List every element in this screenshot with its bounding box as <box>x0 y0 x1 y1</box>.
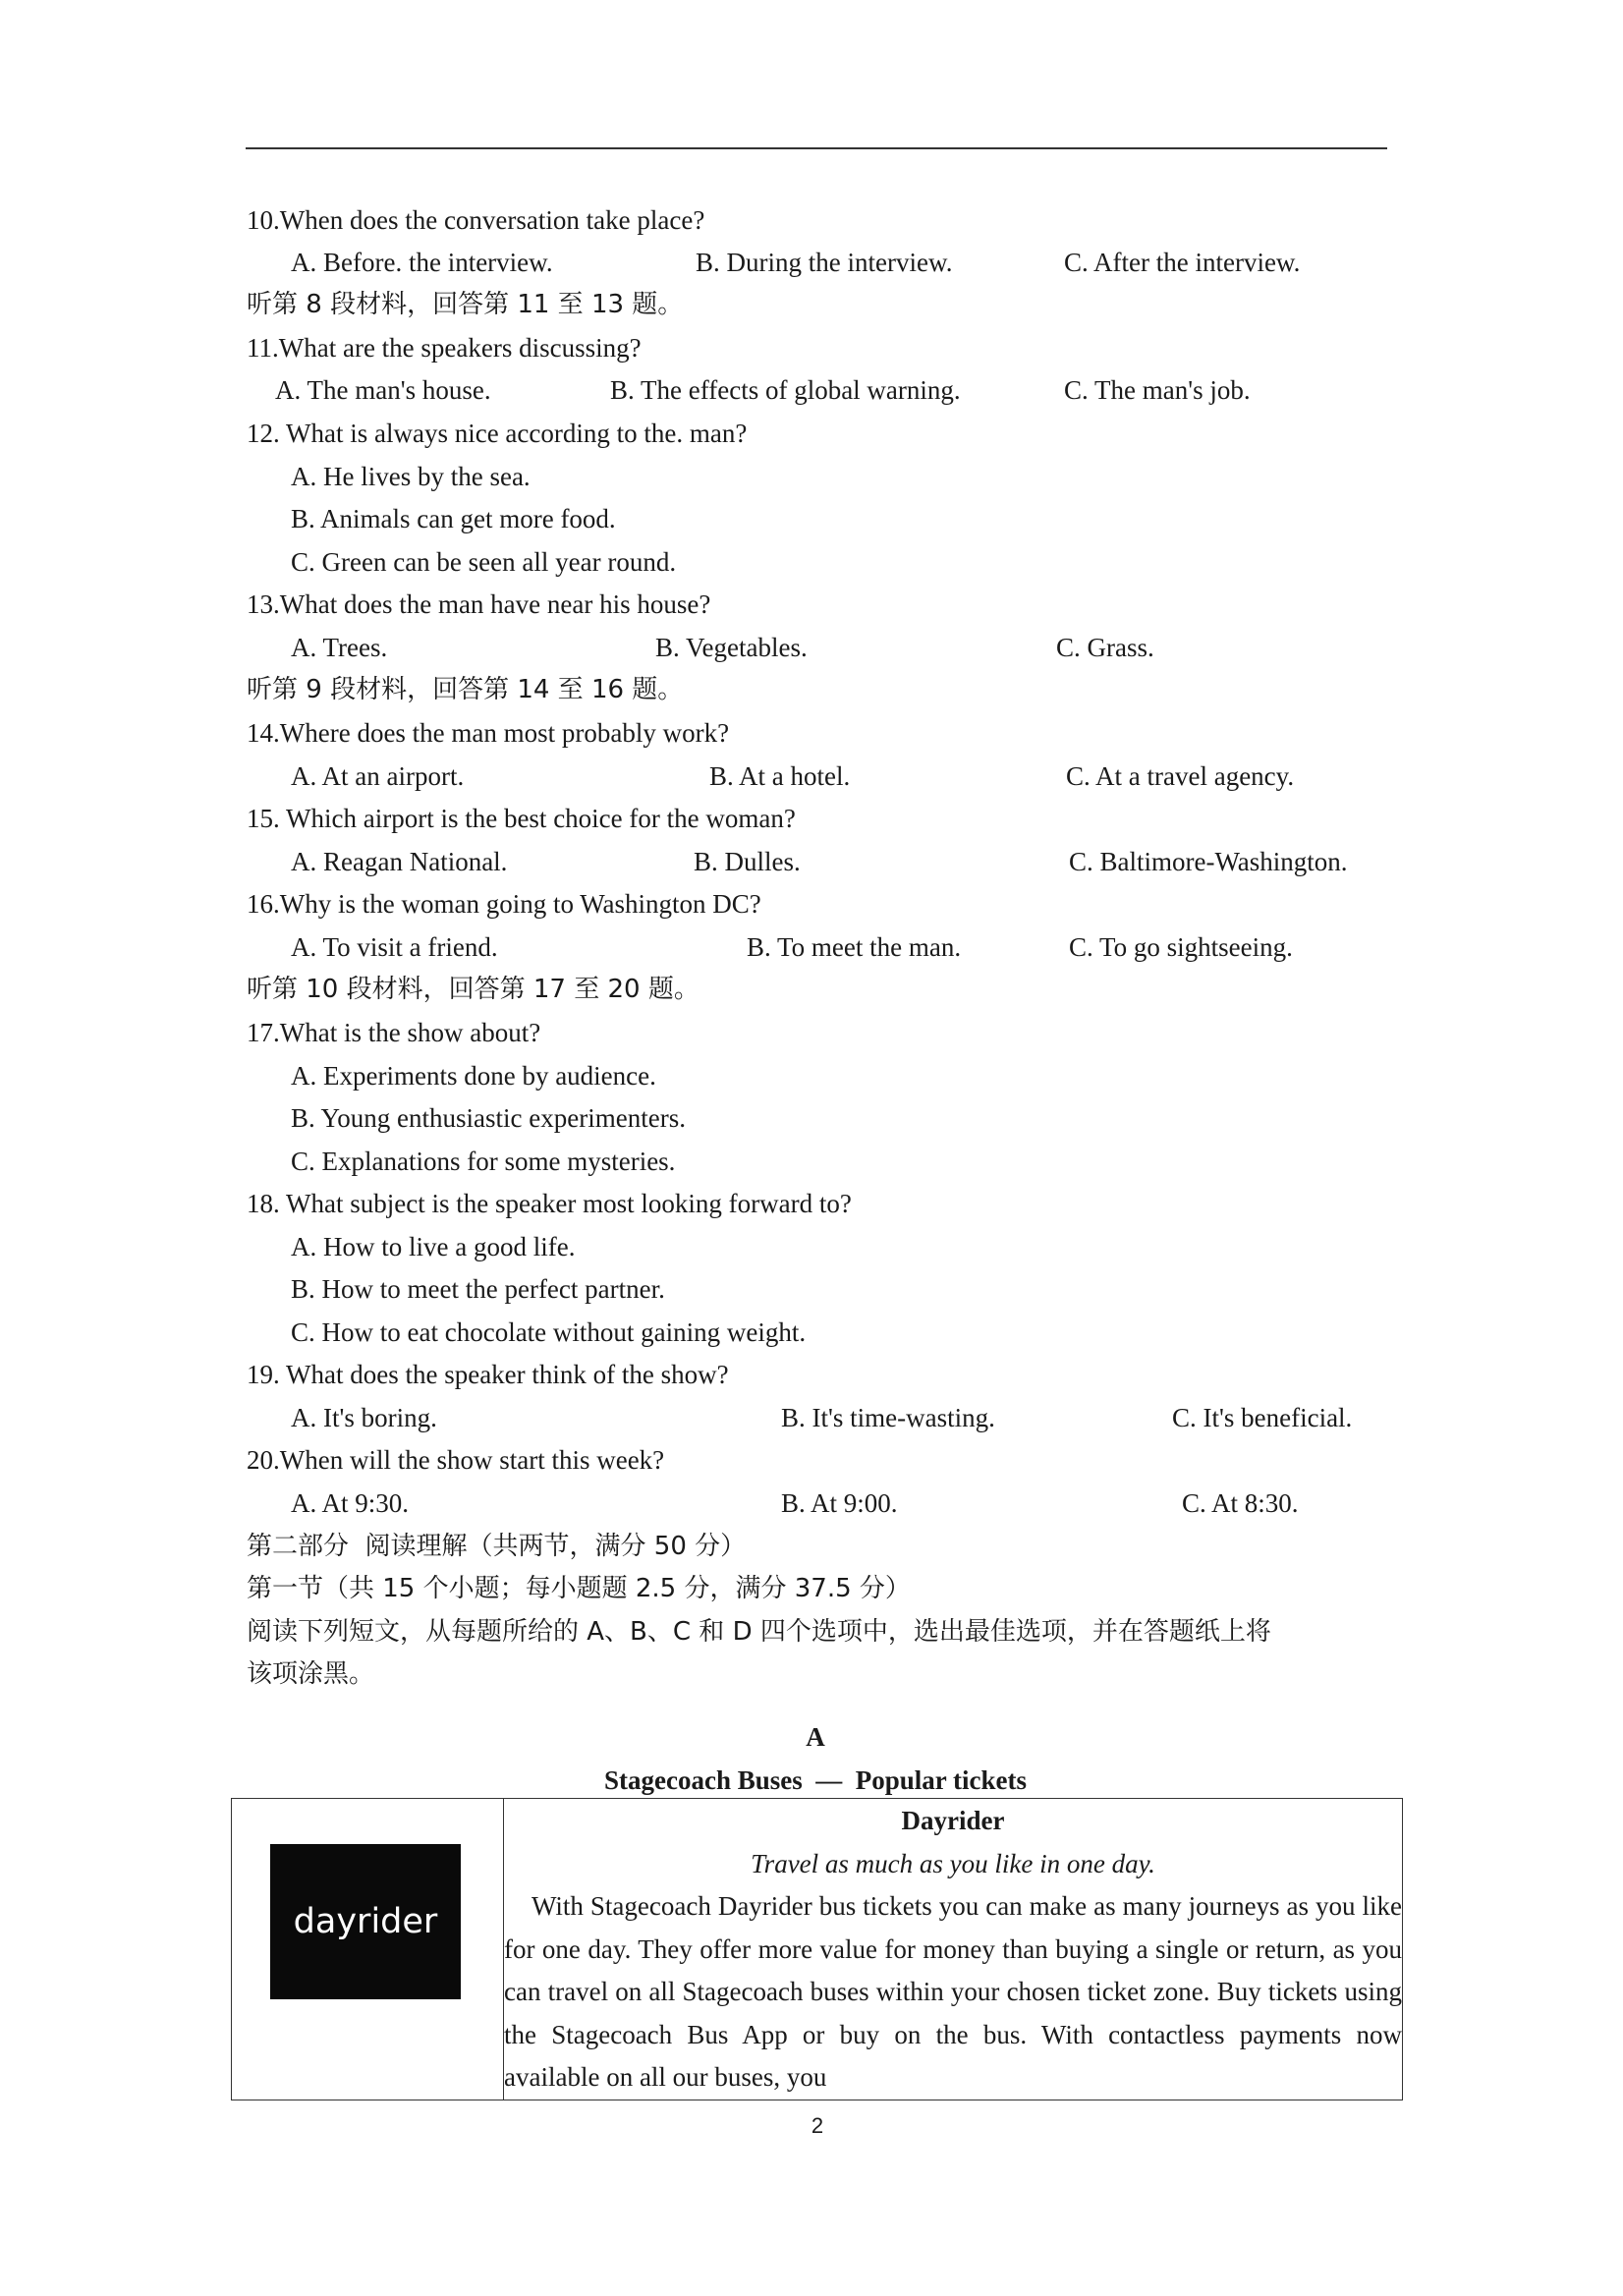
option-10b: B. During the interview. <box>696 248 953 277</box>
ticket-description-cell <box>504 1799 1403 2100</box>
option-16a: A. To visit a friend. <box>291 932 498 962</box>
section-instruction-8: 听第 8 段材料，回答第 11 至 13 题。 <box>247 290 684 319</box>
question-20: 20.When will the show start this week? <box>247 1445 665 1475</box>
option-18c: C. How to eat chocolate without gaining weight. <box>291 1317 807 1347</box>
question-17: 17.What is the show about? <box>247 1018 541 1047</box>
option-13a: A. Trees. <box>291 633 388 662</box>
ticket-title: Dayrider <box>901 1806 1005 1835</box>
ticket-subtitle: Travel as much as you like in one day. <box>751 1849 1155 1878</box>
page-number: 2 <box>811 2113 824 2138</box>
question-11: 11.What are the speakers discussing? <box>247 333 642 363</box>
logo-cell <box>232 1799 504 2100</box>
option-16b: B. To meet the man. <box>747 932 962 962</box>
option-11a: A. The man's house. <box>275 375 491 405</box>
option-15c: C. Baltimore-Washington. <box>1069 847 1348 876</box>
option-18a: A. How to live a good life. <box>291 1232 576 1261</box>
option-18b: B. How to meet the perfect partner. <box>291 1274 665 1304</box>
question-13: 13.What does the man have near his house? <box>247 589 711 619</box>
question-10: 10.When does the conversation take place? <box>247 205 705 235</box>
option-12c: C. Green can be seen all year round. <box>291 547 677 577</box>
option-11b: B. The effects of global warning. <box>610 375 961 405</box>
option-20b: B. At 9:00. <box>781 1488 898 1518</box>
option-19a: A. It's boring. <box>291 1403 437 1432</box>
section-instruction-9: 听第 9 段材料，回答第 14 至 16 题。 <box>247 675 684 704</box>
part2-instruction-line2: 该项涂黑。 <box>247 1659 375 1689</box>
dayrider-logo: dayrider <box>270 1844 461 1999</box>
option-15a: A. Reagan National. <box>291 847 508 876</box>
option-10a: A. Before. the interview. <box>291 248 553 277</box>
option-10c: C. After the interview. <box>1064 248 1301 277</box>
option-14b: B. At a hotel. <box>709 761 851 791</box>
ticket-table <box>231 1798 1403 2100</box>
option-14c: C. At a travel agency. <box>1066 761 1295 791</box>
ticket-body: With Stagecoach Dayrider bus tickets you can make as many journeys as you like for one day. They offer more value for money than buying a single or return, as you can travel on all Stagecoach buses within your chosen ticket zone. Buy tickets using the Stagecoach Bus App or buy on the bus. With contactless payments now available on all our buses, you <box>504 1891 1402 2092</box>
option-16c: C. To go sightseeing. <box>1069 932 1293 962</box>
passage-title: Stagecoach Buses — Popular tickets <box>604 1765 1027 1795</box>
header-rule <box>246 147 1387 149</box>
section-instruction-10: 听第 10 段材料，回答第 17 至 20 题。 <box>247 975 700 1004</box>
question-15: 15. Which airport is the best choice for the woman? <box>247 804 796 833</box>
question-12: 12. What is always nice according to the. man? <box>247 419 748 448</box>
option-20c: C. At 8:30. <box>1182 1488 1299 1518</box>
option-17b: B. Young enthusiastic experimenters. <box>291 1103 686 1133</box>
part2-section1: 第一节（共 15 个小题；每小题题 2.5 分，满分 37.5 分） <box>247 1574 911 1603</box>
option-17a: A. Experiments done by audience. <box>291 1061 656 1091</box>
question-18: 18. What subject is the speaker most looking forward to? <box>247 1189 852 1218</box>
option-11c: C. The man's job. <box>1064 375 1251 405</box>
option-12a: A. He lives by the sea. <box>291 462 531 491</box>
option-14a: A. At an airport. <box>291 761 465 791</box>
question-19: 19. What does the speaker think of the show? <box>247 1360 729 1389</box>
passage-letter: A <box>806 1722 825 1752</box>
question-16: 16.Why is the woman going to Washington DC? <box>247 889 761 919</box>
option-19c: C. It's beneficial. <box>1172 1403 1353 1432</box>
option-19b: B. It's time-wasting. <box>781 1403 995 1432</box>
option-20a: A. At 9:30. <box>291 1488 410 1518</box>
question-14: 14.Where does the man most probably work? <box>247 718 730 748</box>
part2-heading: 第二部分 阅读理解（共两节，满分 50 分） <box>247 1532 747 1561</box>
option-15b: B. Dulles. <box>694 847 801 876</box>
option-13b: B. Vegetables. <box>655 633 808 662</box>
option-12b: B. Animals can get more food. <box>291 504 616 533</box>
option-17c: C. Explanations for some mysteries. <box>291 1147 676 1176</box>
part2-instruction-line1: 阅读下列短文，从每题所给的 A、B、C 和 D 四个选项中，选出最佳选项，并在答题纸上将 <box>247 1617 1271 1647</box>
option-13c: C. Grass. <box>1056 633 1154 662</box>
